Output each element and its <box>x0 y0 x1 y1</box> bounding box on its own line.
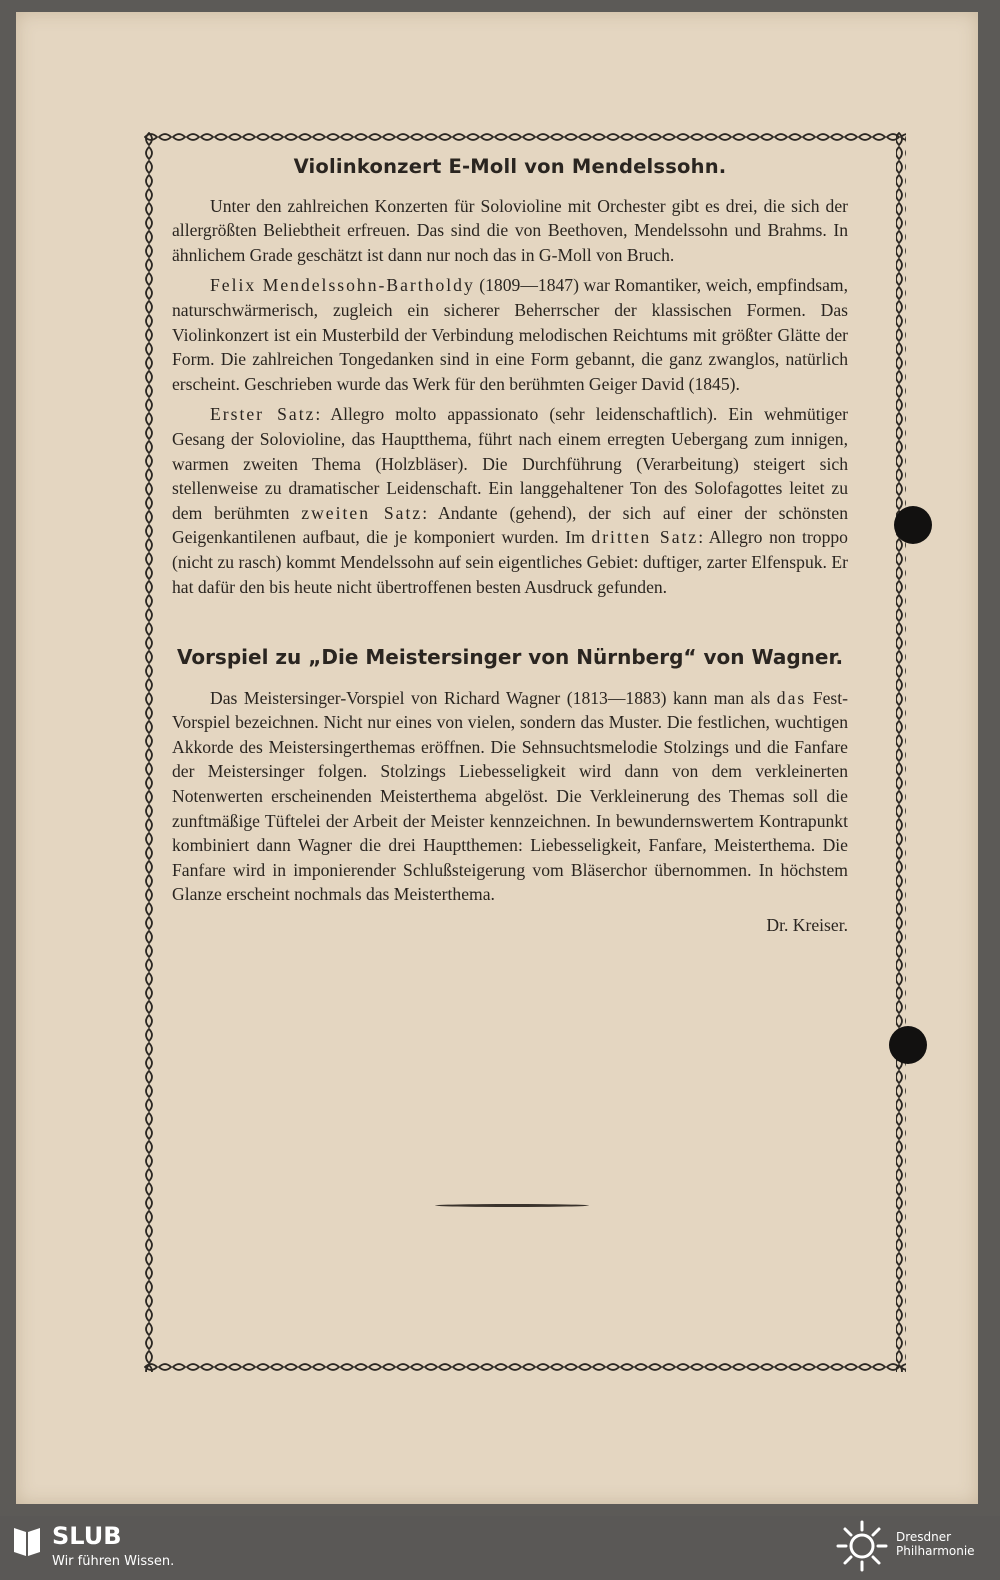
paragraph-intro: Unter den zahlreichen Konzerten für Solovioline mit Orchester gibt es drei, die sich der allergrößten Beliebtheit erfreuen. Das sind die von Beethoven, Mendelssohn und Brahms. In ähnlichem Grade geschätzt ist dann nur noch das in G-Moll von Bruch. <box>172 195 848 265</box>
second-movement-label: zweiten Satz <box>301 502 423 523</box>
closing-rule <box>435 1204 589 1207</box>
first-movement-label: Erster Satz <box>210 404 316 425</box>
wagner-text-2: Fest-Vorspiel bezeichnen. Nicht nur eines von vielen, sondern das Muster. Die festlichen, wuchtigen Akkorde des Meistersingerthemas eröffnen. Die Sehnsuchtsmelodie Stolzings und die Fanfare der Meistersinger folgen. Stolzings Liebesseligkeit wird dann von dem verkleinerten Notenwerten erscheinenden Meisterthema abgelöst. Die Verkleinerung des Themas soll die zunftmäßige Tüftelei der Arbeit der Meister kennzeichnen. In bewundernswertem Kontrapunkt kombiniert dann Wagner die drei Hauptthemen: Liebesseligkeit, Fanfare, Meisterthema. Die Fanfare wird in imponierender Schlußsteigerung vom Bläserchor übernommen. In höchstem Glanze erscheint nochmals das Meisterthema. <box>172 687 848 905</box>
footer-bar <box>0 1516 1000 1580</box>
slub-book-icon <box>12 1524 42 1558</box>
paragraph-biography <box>172 273 848 396</box>
punch-hole-bottom <box>889 1026 927 1064</box>
author-signature: Dr. Kreiser. <box>766 915 848 936</box>
slub-tagline: Wir führen Wissen. <box>52 1554 175 1569</box>
wagner-emphasis: das <box>776 687 807 708</box>
section-title-wagner: Vorspiel zu „Die Meistersinger von Nürnberg“ von Wagner. <box>176 645 844 670</box>
third-movement-label: dritten Satz <box>591 527 699 548</box>
program-text <box>172 155 848 938</box>
punch-hole-top <box>894 506 932 544</box>
philharmonie-line-1: Dresdner <box>896 1530 952 1544</box>
slub-logo-text: SLUB <box>52 1522 122 1550</box>
movements-text-3: : Allegro non troppo (nicht zu rasch) kommt Mendelssohn auf sein eigentliches Gebiet: duftiger, zarter Elfenspuk. Er hat dafür den bis heute nicht übertroffenen besten Ausdruck gefunden. <box>172 527 848 597</box>
movements-text-1: : Allegro molto appassionato (sehr leidenschaftlich). Ein wehmütiger Gesang der Solovioline, das Hauptthema, führt nach einem erregten Uebergang zum innigen, warmen zweiten Thema (Holzbläser). Die Durchführung (Verarbeitung) steigert sich stellenweise zu dramatischer Leidenschaft. Ein langgehaltener Ton des Solofagottes leitet zu dem berühmten <box>172 404 848 523</box>
philharmonie-name <box>896 1530 975 1558</box>
paragraph-movements <box>172 402 848 599</box>
paragraph-wagner <box>172 686 848 907</box>
movements-text-2: : Andante (gehend), der sich auf einer der schönsten Geigenkantilenen aufbaut, die je komponiert wurden. Im <box>172 502 848 548</box>
philharmonie-line-2: Philharmonie <box>896 1544 975 1558</box>
wagner-text-1: Das Meistersinger-Vorspiel von Richard Wagner (1813—1883) kann man als <box>210 687 777 708</box>
section-title-mendelssohn: Violinkonzert E-Moll von Mendelssohn. <box>293 155 727 178</box>
composer-name: Felix Mendelssohn-Bartholdy <box>210 275 475 296</box>
philharmonie-sun-icon <box>836 1520 888 1572</box>
biography-text: (1809—1847) war Romantiker, weich, empfindsam, naturschwärmerisch, zugleich ein sicherer Beherrscher der klassischen Formen. Das Violinkonzert ist ein Musterbild der Verbindung melodischen Reichtums mit größter Glätte der Form. Die zahlreichen Tongedanken sind in eine Form gebannt, die ganz zwanglos, natürlich erscheint. Geschrieben wurde das Werk für den berühmten Geiger David (1845). <box>172 275 848 394</box>
